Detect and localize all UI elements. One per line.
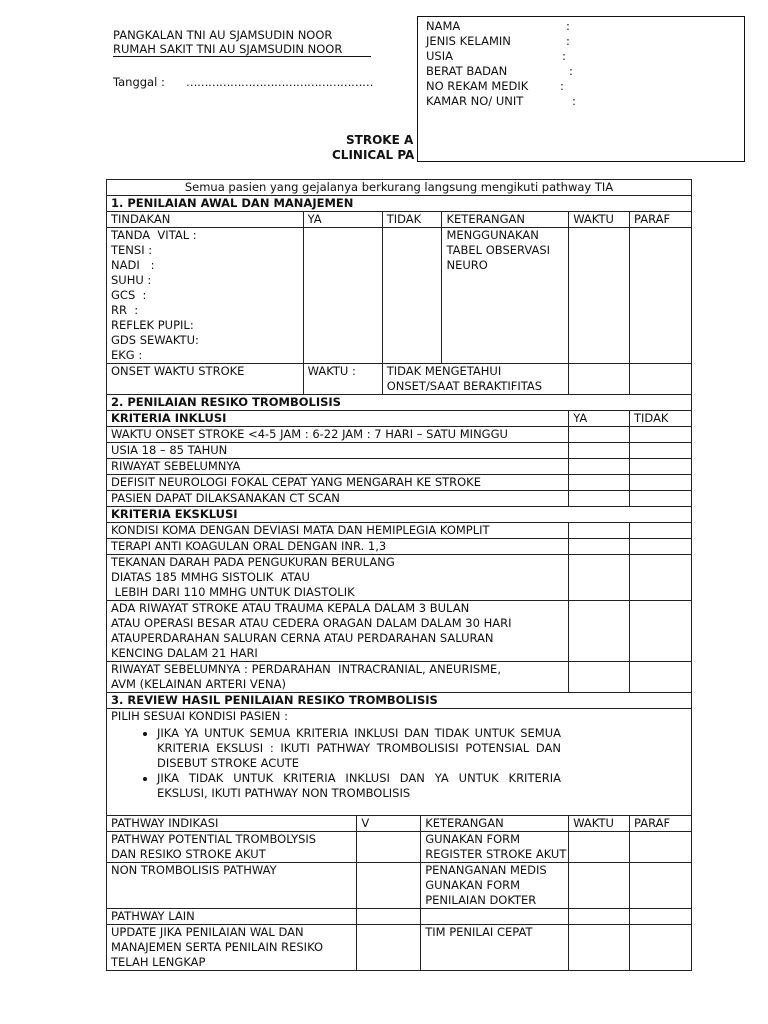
exclusion-criterion: [107, 601, 569, 662]
inclusion-ya-header: YA: [569, 411, 630, 427]
exclusion-row: [107, 555, 692, 601]
pathway-waktu-cell[interactable]: [569, 925, 630, 971]
inclusion-row: [107, 475, 692, 491]
title-line1: STROKE A: [346, 133, 414, 147]
exclusion-criterion: [107, 523, 569, 539]
col-keterangan: KETERANGAN: [442, 212, 569, 228]
inclusion-ya-cell[interactable]: [569, 475, 630, 491]
patient-field-label: JENIS KELAMIN: [426, 34, 511, 48]
col-pathway-paraf: PARAF: [630, 816, 692, 832]
vital-sign-label: REFLEK PUPIL:: [111, 318, 194, 332]
inclusion-row: [107, 427, 692, 443]
pathway-check-cell[interactable]: [357, 863, 421, 909]
pathway-name: [107, 909, 357, 925]
vital-sign-label: NADI :: [111, 258, 155, 272]
inclusion-row: [107, 491, 692, 507]
onset-paraf-cell[interactable]: [630, 364, 692, 395]
exclusion-line: KENCING DALAM 21 HARI: [111, 646, 258, 660]
vital-sign-label: GDS SEWAKTU:: [111, 333, 199, 347]
pathway-name: [107, 832, 357, 863]
onset-waktu-cell[interactable]: [569, 364, 630, 395]
inclusion-criterion: WAKTU ONSET STROKE <4-5 JAM : 6-22 JAM : 7 HARI – SATU MINGGU: [107, 427, 569, 443]
exclusion-line: KONDISI KOMA DENGAN DEVIASI MATA DAN HEMIPLEGIA KOMPLIT: [111, 523, 490, 537]
pathway-row: [107, 925, 692, 971]
patient-field-colon: :: [572, 94, 576, 108]
col-waktu: WAKTU: [569, 212, 630, 228]
vital-sign-label: RR :: [111, 303, 139, 317]
pathway-name: [107, 925, 357, 971]
header-underline: [113, 56, 371, 57]
pathway-check-cell[interactable]: [357, 925, 421, 971]
inclusion-row: [107, 459, 692, 475]
exclusion-row: [107, 539, 692, 555]
vital-note: [442, 228, 569, 364]
patient-field-label: BERAT BADAN: [426, 64, 508, 78]
date-field[interactable]: ……………………………………………: [186, 75, 373, 89]
pathway-waktu-cell[interactable]: [569, 863, 630, 909]
exclusion-row: [107, 523, 692, 539]
pathway-row: [107, 909, 692, 925]
col-v: V: [357, 816, 421, 832]
exclusion-tidak-cell[interactable]: [630, 523, 692, 539]
pathway-note-line: GUNAKAN FORM: [425, 832, 521, 846]
vital-sign-label: SUHU :: [111, 273, 152, 287]
inclusion-ya-cell[interactable]: [569, 491, 630, 507]
section3-instruction: PILIH SESUAI KONDISI PASIEN :: [111, 709, 288, 723]
pathway-note-line: GUNAKAN FORM: [425, 878, 521, 892]
section3-instructions: [107, 709, 692, 816]
exclusion-title-text: KRITERIA EKSKLUSI: [111, 507, 238, 521]
exclusion-line: ADA RIWAYAT STROKE ATAU TRAUMA KEPALA DALAM 3 BULAN: [111, 601, 470, 615]
col-ya: YA: [303, 212, 382, 228]
pathway-paraf-cell[interactable]: [630, 863, 692, 909]
onset-note-line: ONSET/SAAT BERAKTIFITAS: [386, 379, 543, 393]
patient-field-label: KAMAR NO/ UNIT: [426, 94, 524, 108]
patient-field-row[interactable]: [426, 94, 736, 109]
patient-field-label: NAMA: [426, 19, 461, 33]
onset-note-line: TIDAK MENGETAHUI: [386, 364, 502, 378]
inclusion-tidak-cell[interactable]: [630, 443, 692, 459]
col-tindakan: TINDAKAN: [107, 212, 304, 228]
exclusion-title: [107, 507, 692, 523]
exclusion-ya-cell[interactable]: [569, 555, 630, 601]
pathway-name-line: NON TROMBOLISIS PATHWAY: [111, 863, 277, 877]
exclusion-line: ATAUPERDARAHAN SALURAN CERNA ATAU PERDARAHAN SALURAN: [111, 631, 494, 645]
vital-sign-label: GCS :: [111, 288, 147, 302]
pathway-name-line: DAN RESIKO STROKE AKUT: [111, 847, 266, 861]
hospital-name-line2: RUMAH SAKIT TNI AU SJAMSUDIN NOOR: [113, 42, 343, 56]
pathway-note: [421, 925, 569, 971]
exclusion-row: [107, 601, 692, 662]
inclusion-ya-cell[interactable]: [569, 427, 630, 443]
pathway-name-line: PATHWAY POTENTIAL TROMBOLYSIS: [111, 832, 317, 846]
inclusion-tidak-cell[interactable]: [630, 427, 692, 443]
inclusion-tidak-header: TIDAK: [630, 411, 692, 427]
pathway-note: [421, 832, 569, 863]
exclusion-ya-cell[interactable]: [569, 539, 630, 555]
vital-sign-label: EKG :: [111, 348, 143, 362]
exclusion-tidak-cell[interactable]: [630, 555, 692, 601]
vital-sign-label: TENSI :: [111, 243, 153, 257]
pathway-check-cell[interactable]: [357, 909, 421, 925]
pathway-paraf-cell[interactable]: [630, 832, 692, 863]
pathway-paraf-cell[interactable]: [630, 909, 692, 925]
exclusion-line: AVM (KELAINAN ARTERI VENA): [111, 677, 286, 691]
exclusion-ya-cell[interactable]: [569, 523, 630, 539]
patient-field-row[interactable]: [426, 64, 736, 79]
exclusion-line: RIWAYAT SEBELUMNYA : PERDARAHAN INTRACRANIAL, ANEURISME,: [111, 662, 501, 676]
vital-signs-row: [107, 228, 692, 364]
inclusion-criterion: RIWAYAT SEBELUMNYA: [107, 459, 569, 475]
col-pathway-indikasi: PATHWAY INDIKASI: [107, 816, 357, 832]
exclusion-criterion: [107, 539, 569, 555]
patient-field-label: USIA: [426, 49, 453, 63]
inclusion-criterion: PASIEN DAPAT DILAKSANAKAN CT SCAN: [107, 491, 569, 507]
onset-note: [382, 364, 569, 395]
patient-field-row[interactable]: [426, 49, 736, 64]
patient-field-colon: :: [566, 19, 570, 33]
exclusion-ya-cell[interactable]: [569, 601, 630, 662]
inclusion-ya-cell[interactable]: [569, 443, 630, 459]
inclusion-ya-cell[interactable]: [569, 459, 630, 475]
pathway-note-line: REGISTER STROKE AKUT: [425, 847, 567, 861]
date-label: Tanggal :: [113, 75, 165, 89]
onset-row: [107, 364, 692, 395]
exclusion-criterion: [107, 662, 569, 693]
vital-waktu-cell[interactable]: [569, 228, 630, 364]
exclusion-tidak-cell[interactable]: [630, 662, 692, 693]
exclusion-line: DIATAS 185 MMHG SISTOLIK ATAU: [111, 570, 310, 584]
patient-field-colon: :: [566, 34, 570, 48]
inclusion-criterion: USIA 18 – 85 TAHUN: [107, 443, 569, 459]
section1-title: 1. PENILAIAN AWAL DAN MANAJEMEN: [107, 196, 692, 212]
pathway-row: [107, 832, 692, 863]
pathway-waktu-cell[interactable]: [569, 909, 630, 925]
vital-signs-list: [107, 228, 304, 364]
pathway-option: • JIKA YA UNTUK SEMUA KRITERIA INKLUSI DAN TIDAK UNTUK SEMUA KRITERIA EKSLUSI : IKUTI PATHWAY TROMBOLISISI POTENSIAL DAN DISEBUT STROKE ACUTE: [157, 726, 561, 771]
inclusion-tidak-cell[interactable]: [630, 475, 692, 491]
pathway-note-line: TIM PENILAI CEPAT: [425, 925, 533, 939]
patient-field-colon: :: [562, 49, 566, 63]
col-paraf: PARAF: [630, 212, 692, 228]
pathway-note-line: PENILAIAN DOKTER: [425, 893, 537, 907]
pathway-name-line: PATHWAY LAIN: [111, 909, 195, 923]
patient-field-row[interactable]: [426, 19, 736, 34]
exclusion-line: TEKANAN DARAH PADA PENGUKURAN BERULANG: [111, 555, 395, 569]
pathway-waktu-cell[interactable]: [569, 832, 630, 863]
pathway-note: [421, 863, 569, 909]
pathway-name-line: MANAJEMEN SERTA PENILAIN RESIKO: [111, 940, 324, 954]
pathway-paraf-cell[interactable]: [630, 925, 692, 971]
col-pathway-keterangan: KETERANGAN: [421, 816, 569, 832]
vital-paraf-cell[interactable]: [630, 228, 692, 364]
vital-ya-cell[interactable]: [303, 228, 382, 364]
col-tidak: TIDAK: [382, 212, 442, 228]
patient-field-colon: :: [560, 79, 564, 93]
exclusion-line: ATAU OPERASI BESAR ATAU CEDERA ORAGAN DALAM DALAM 30 HARI: [111, 616, 512, 630]
inclusion-criterion: DEFISIT NEUROLOGI FOKAL CEPAT YANG MENGARAH KE STROKE: [107, 475, 569, 491]
vital-note-line: NEURO: [446, 258, 488, 272]
pathway-note: [421, 909, 569, 925]
pathway-row: [107, 863, 692, 909]
inclusion-header-row: [107, 411, 692, 427]
section1-header-row: [107, 212, 692, 228]
section3-options: [111, 726, 687, 801]
patient-field-row[interactable]: [426, 34, 736, 49]
intro-note: Semua pasien yang gejalanya berkurang langsung mengikuti pathway TIA: [107, 180, 692, 196]
pathway-name-line: TELAH LENGKAP: [111, 955, 206, 969]
section2-title: 2. PENILAIAN RESIKO TROMBOLISIS: [107, 395, 692, 411]
exclusion-criterion: [107, 555, 569, 601]
exclusion-ya-cell[interactable]: [569, 662, 630, 693]
vital-note-line: MENGGUNAKAN: [446, 228, 539, 242]
clinical-pathway-table: [106, 179, 692, 971]
col-pathway-waktu: WAKTU: [569, 816, 630, 832]
pathway-option: • JIKA TIDAK UNTUK KRITERIA INKLUSI DAN YA UNTUK KRITERIA EKSLUSI, IKUTI PATHWAY NON TROMBOLISIS: [157, 771, 561, 801]
inclusion-title: KRITERIA INKLUSI: [107, 411, 569, 427]
exclusion-line: TERAPI ANTI KOAGULAN ORAL DENGAN INR. 1,3: [111, 539, 387, 553]
pathway-name-line: UPDATE JIKA PENILAIAN WAL DAN: [111, 925, 304, 939]
pathway-check-cell[interactable]: [357, 832, 421, 863]
inclusion-tidak-cell[interactable]: [630, 491, 692, 507]
onset-label: ONSET WAKTU STROKE: [107, 364, 304, 395]
exclusion-line: LEBIH DARI 110 MMHG UNTUK DIASTOLIK: [111, 585, 355, 599]
inclusion-tidak-cell[interactable]: [630, 459, 692, 475]
onset-time-label: WAKTU :: [303, 364, 382, 395]
patient-identity-box: [417, 16, 745, 162]
inclusion-row: [107, 443, 692, 459]
section3-title: 3. REVIEW HASIL PENILAIAN RESIKO TROMBOLISIS: [107, 693, 692, 709]
patient-field-label: NO REKAM MEDIK: [426, 79, 529, 93]
pathway-name: [107, 863, 357, 909]
vital-tidak-cell[interactable]: [382, 228, 442, 364]
exclusion-row: [107, 662, 692, 693]
title-line2: CLINICAL PA: [332, 148, 415, 162]
patient-field-row[interactable]: [426, 79, 736, 94]
pathway-note-line: PENANGANAN MEDIS: [425, 863, 547, 877]
hospital-name-line1: PANGKALAN TNI AU SJAMSUDIN NOOR: [113, 28, 333, 42]
exclusion-tidak-cell[interactable]: [630, 539, 692, 555]
patient-field-colon: :: [569, 64, 573, 78]
vital-note-line: TABEL OBSERVASI: [446, 243, 551, 257]
exclusion-tidak-cell[interactable]: [630, 601, 692, 662]
vital-sign-label: TANDA VITAL :: [111, 228, 197, 242]
pathway-header-row: [107, 816, 692, 832]
